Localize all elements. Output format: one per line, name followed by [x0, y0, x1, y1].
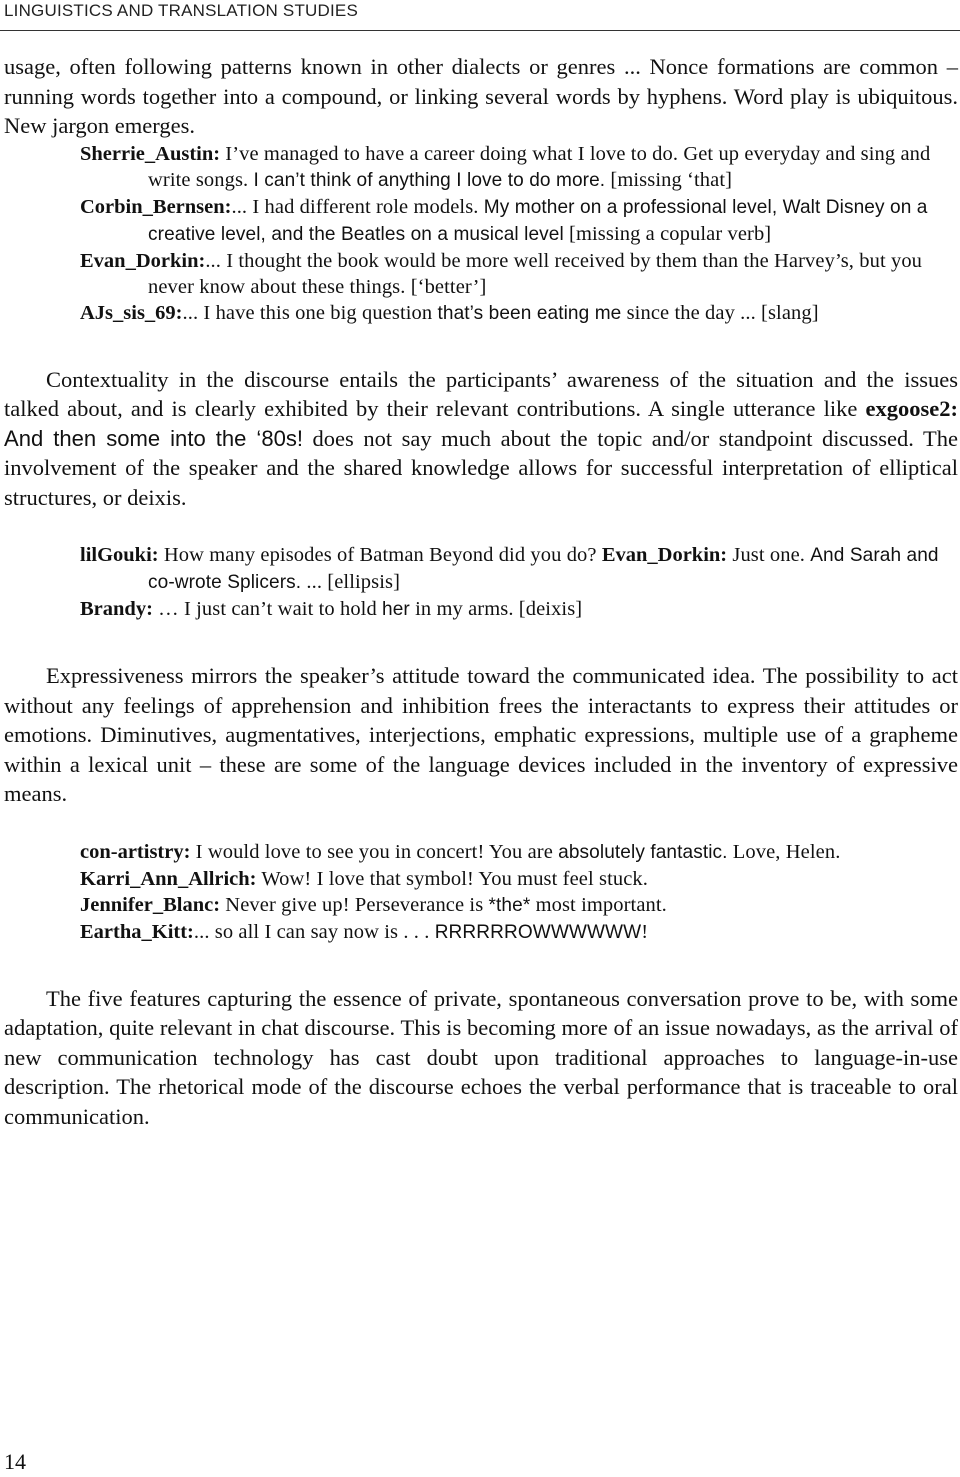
example-text: Just one.	[727, 544, 811, 566]
example-highlight: My mother on a professional level, Walt Disney on a creative level, and the Beatles on a musical level	[148, 196, 928, 245]
paragraph-text: Contextuality in the discourse entails the participants’ awareness of the situation and the issues talked about, and is clearly exhibited by their relevant contributions. A single utterance like	[4, 366, 958, 421]
example-text: I would love to see you in concert! You are	[190, 840, 559, 863]
speaker-name: Karri_Ann_Allrich:	[80, 867, 257, 890]
chat-example	[80, 300, 958, 327]
example-note: most important.	[530, 893, 667, 916]
example-text: Never give up! Perseverance is	[220, 893, 489, 916]
example-block-expressive	[80, 839, 958, 946]
paragraph-text: does not say much about the topic and/or standpoint discussed. The involvement of the speaker and the shared knowledge allows for successful interpretation of elliptical structures, or deixis.	[4, 425, 958, 510]
example-note: Love, Helen.	[727, 840, 841, 863]
speaker-name: Evan_Dorkin:	[80, 249, 206, 272]
chat-example	[80, 542, 958, 596]
running-header	[0, 0, 960, 31]
speaker-name: Sherrie_Austin:	[80, 142, 221, 165]
example-highlight: And then some into the ‘80s!	[4, 425, 303, 451]
chat-example	[80, 919, 958, 946]
page-body	[4, 52, 958, 1131]
closing-paragraph: The five features capturing the essence of private, spontaneous conversation prove to be, with some adaptation, quite relevant in chat discourse. This is becoming more of an issue nowadays, as the arrival of new communication technology has cast doubt upon traditional approaches to language-in-use description. The rhetorical mode of the discourse echoes the verbal performance that is traceable to oral communication.	[4, 985, 958, 1129]
chat-example	[80, 866, 958, 892]
example-note: in my arms. [deixis]	[409, 598, 583, 620]
example-text: I’ve managed to have a career doing what I love to do. Get up everyday and sing and write songs.	[148, 142, 931, 191]
example-highlight: that’s been eating me	[437, 302, 622, 324]
example-text: ... I have this one big question	[182, 301, 438, 324]
chat-example	[80, 839, 958, 866]
example-text: ... so all I can say now is . . .	[193, 920, 435, 943]
example-note: [missing ‘that]	[605, 168, 733, 191]
continuation-paragraph: usage, often following patterns known in other dialects or genres ... Nonce formations are common – running words together into a compound, or linking several words by hyphens. Word play is ubiquitous. New jargon emerges.	[4, 54, 958, 138]
example-text: ... I had different role models.	[231, 195, 484, 218]
example-note: ... [ellipsis]	[301, 571, 401, 593]
speaker-name: Corbin_Bernsen:	[80, 195, 232, 218]
speaker-name: Jennifer_Blanc:	[80, 893, 221, 916]
speaker-name: Eartha_Kitt:	[80, 920, 194, 943]
speaker-name: con-artistry:	[80, 840, 191, 863]
chat-example	[80, 596, 958, 623]
example-highlight: I can’t think of anything I love to do more.	[253, 169, 606, 191]
example-note: [missing a copular verb]	[563, 222, 772, 245]
example-highlight: absolutely fantastic.	[558, 841, 728, 863]
example-block-nonce	[80, 141, 958, 327]
example-note: since the day ... [slang]	[621, 301, 819, 324]
speaker-name: Evan_Dorkin:	[601, 544, 728, 566]
example-highlight: RRRRRROWWWWWW	[434, 921, 642, 943]
chat-example	[80, 141, 958, 194]
chat-example	[80, 248, 958, 300]
chat-example	[80, 892, 958, 919]
contextuality-paragraph	[4, 365, 958, 513]
speaker-name: AJs_sis_69:	[80, 301, 183, 324]
example-highlight: And Sarah and co-wrote Splicers.	[148, 545, 939, 593]
example-block-ellipsis	[80, 542, 958, 623]
example-note: !	[641, 920, 649, 943]
speaker-name: lilGouki:	[80, 544, 159, 566]
page-number: 14	[4, 1449, 26, 1474]
example-text: ... I thought the book would be more well received by them than the Harvey’s, but you never know about these things.	[148, 249, 923, 298]
example-highlight: her	[382, 599, 410, 620]
example-text: … I just can’t wait to hold	[152, 598, 383, 620]
running-title: LINGUISTICS AND TRANSLATION STUDIES	[4, 1, 358, 20]
example-note: [‘better’]	[405, 275, 487, 298]
expressiveness-paragraph: Expressiveness mirrors the speaker’s attitude toward the communicated idea. The possibility to act without any feelings of apprehension and inhibition frees the interactants to express their attitudes or emotions. Diminutives, augmentatives, interjections, emphatic expressions, multiple use of a grapheme within a lexical unit – these are some of the language devices included in the inventory of expressive means.	[4, 663, 958, 806]
example-text: How many episodes of Batman Beyond did you do?	[158, 544, 602, 566]
example-highlight: *the*	[488, 894, 531, 916]
example-text: Wow! I love that symbol! You must feel stuck.	[256, 867, 648, 890]
chat-example	[80, 194, 958, 248]
speaker-name: exgoose2:	[865, 396, 958, 421]
speaker-name: Brandy:	[80, 598, 153, 620]
